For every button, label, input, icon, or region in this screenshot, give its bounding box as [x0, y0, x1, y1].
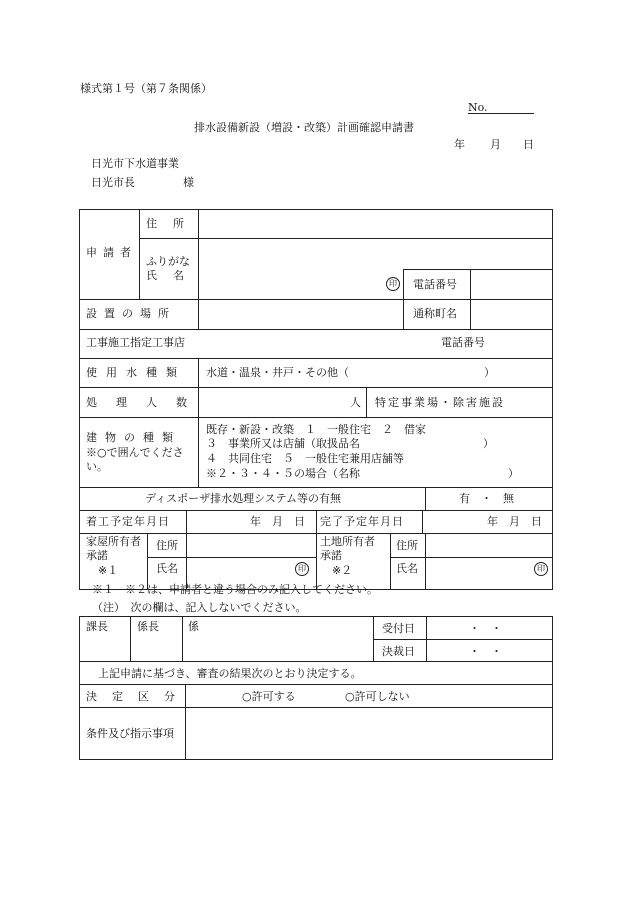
row-line-building — [79, 417, 553, 418]
end-date-label: 完了予定年月日 — [320, 515, 404, 528]
building-line-1[interactable]: 既存・新設・改築 １ 一般住宅 ２ 借家 — [206, 423, 426, 436]
owner-consent-note: ※１ ※２は、申請者と違う場合のみ記入してください。 — [92, 583, 378, 596]
seal-icon: 印 — [295, 562, 309, 576]
land-owner-label: 土地所有者 — [320, 535, 375, 548]
start-date-label: 着工予定年月日 — [86, 515, 170, 528]
start-label-divider — [186, 510, 187, 533]
staff-label: 係 — [188, 620, 199, 633]
office-divider-2 — [182, 616, 183, 661]
office-divider-1 — [130, 616, 131, 661]
water-type-close: ） — [484, 366, 495, 379]
row-line-disposer — [79, 487, 553, 488]
house-owner-consent-label: 承諾 — [86, 549, 108, 562]
form-number: 様式第１号（第７条関係） — [80, 82, 212, 95]
water-type-options[interactable]: 水道・温泉・井戸・その他（ — [206, 366, 349, 379]
building-type-instruction: ※○で囲んでくださ — [86, 446, 184, 459]
section-chief-label: 課長 — [86, 620, 108, 633]
row-line-water — [79, 358, 553, 359]
location-input[interactable] — [199, 300, 402, 328]
land-owner-address-input[interactable] — [426, 534, 552, 556]
application-number-line — [468, 113, 534, 114]
land-owner-name-label: 氏名 — [396, 562, 418, 575]
disposer-options[interactable]: 有 ・ 無 — [459, 492, 514, 505]
applicant-name-input[interactable] — [199, 239, 402, 298]
seal-icon: 印 — [534, 562, 548, 576]
applicant-phone-input[interactable] — [471, 270, 552, 298]
building-line-2-close: ） — [483, 437, 494, 450]
applicant-phone-label: 電話番号 — [413, 278, 457, 291]
land-owner-consent-label: 承諾 — [320, 549, 342, 562]
decided-date-value: ・ ・ — [469, 645, 502, 658]
disposer-divider — [425, 487, 426, 510]
addressee-mayor: 日光市長 — [91, 176, 135, 189]
received-date-value: ・ ・ — [469, 622, 502, 635]
applicant-divider — [139, 209, 140, 299]
house-owner-label: 家屋所有者 — [86, 535, 141, 548]
house-owner-note: ※１ — [98, 564, 119, 577]
persons-label: 処理人数 — [86, 396, 206, 409]
building-line-2[interactable]: ３ 事業所又は店舗（取扱品名 — [206, 437, 360, 450]
office-date-row-line — [373, 639, 553, 640]
alias-town-label: 通称町名 — [413, 307, 457, 320]
house-owner-name-label: 氏名 — [156, 562, 178, 575]
contractor-phone-label: 電話番号 — [441, 336, 485, 349]
date-day-label: 日 — [523, 138, 534, 151]
persons-input[interactable] — [199, 388, 347, 416]
decided-date-label: 決裁日 — [382, 645, 415, 658]
applicant-address-input[interactable] — [199, 210, 552, 238]
middle-divider — [316, 510, 317, 590]
applicant-name-label: 氏名 — [146, 269, 200, 282]
seal-icon: 印 — [386, 277, 400, 291]
deny-option[interactable]: ○許可しない — [345, 690, 410, 703]
land-owner-address-label: 住所 — [396, 539, 418, 552]
office-row-line-decision — [79, 684, 553, 685]
persons-unit: 人 — [350, 396, 361, 409]
building-line-4-close: ） — [508, 467, 519, 480]
end-date-input[interactable]: 年 月 日 — [487, 515, 542, 528]
location-label: 設置の場所 — [86, 307, 176, 320]
house-owner-address-input[interactable] — [187, 534, 315, 556]
house-owner-address-label: 住所 — [156, 539, 178, 552]
phone-column-divider — [403, 269, 404, 329]
building-line-3[interactable]: ４ 共同住宅 ５ 一般住宅兼用店舗等 — [206, 452, 404, 465]
house-owner-divider — [147, 533, 148, 590]
land-owner-divider — [390, 533, 391, 590]
start-date-input[interactable]: 年 月 日 — [250, 515, 305, 528]
application-number-label: No. — [468, 101, 488, 114]
disposer-label: ディスポーザ排水処理システム等の有無 — [145, 492, 342, 505]
date-year-label: 年 — [454, 138, 465, 151]
label-column-divider-lower — [198, 358, 199, 487]
addressee-honorific: 様 — [183, 176, 194, 189]
alias-town-input[interactable] — [471, 300, 552, 328]
decision-statement: 上記申請に基づき、審査の結果次のとおり決定する。 — [98, 667, 362, 680]
office-row-line-statement — [79, 661, 553, 662]
persons-divider — [366, 387, 367, 417]
building-line-4[interactable]: ※２・３・４・５の場合（名称 — [206, 467, 360, 480]
date-month-label: 月 — [490, 138, 501, 151]
office-use-note: （注） 次の欄は、記入しないでください。 — [92, 601, 307, 614]
decision-label: 決定区分 — [86, 690, 190, 703]
building-type-instruction-end: い。 — [86, 460, 108, 473]
water-type-label: 使用水種類 — [86, 366, 186, 379]
land-owner-name-input[interactable] — [426, 558, 531, 589]
contractor-label: 工事施工指定工事店 — [86, 336, 185, 349]
conditions-input[interactable] — [186, 708, 552, 759]
sub-chief-label: 係長 — [137, 620, 159, 633]
received-date-label: 受付日 — [382, 622, 415, 635]
end-label-divider — [422, 510, 423, 533]
addressee-utility: 日光市下水道事業 — [91, 157, 179, 170]
form-title: 排水設備新設（増設・改築）計画確認申請書 — [194, 121, 414, 134]
permit-option[interactable]: ○許可する — [242, 690, 296, 703]
building-type-label: 建物の種類 — [86, 431, 181, 444]
conditions-label: 条件及び指示事項 — [86, 727, 174, 740]
applicant-furigana-label: ふりがな — [146, 255, 190, 268]
contractor-input[interactable] — [199, 330, 429, 357]
applicant-address-label: 住所 — [146, 217, 200, 230]
land-owner-note: ※２ — [332, 564, 353, 577]
special-facility-options[interactable]: 特定事業場・除害施設 — [375, 396, 505, 409]
applicant-label: 申請者 — [86, 246, 137, 259]
